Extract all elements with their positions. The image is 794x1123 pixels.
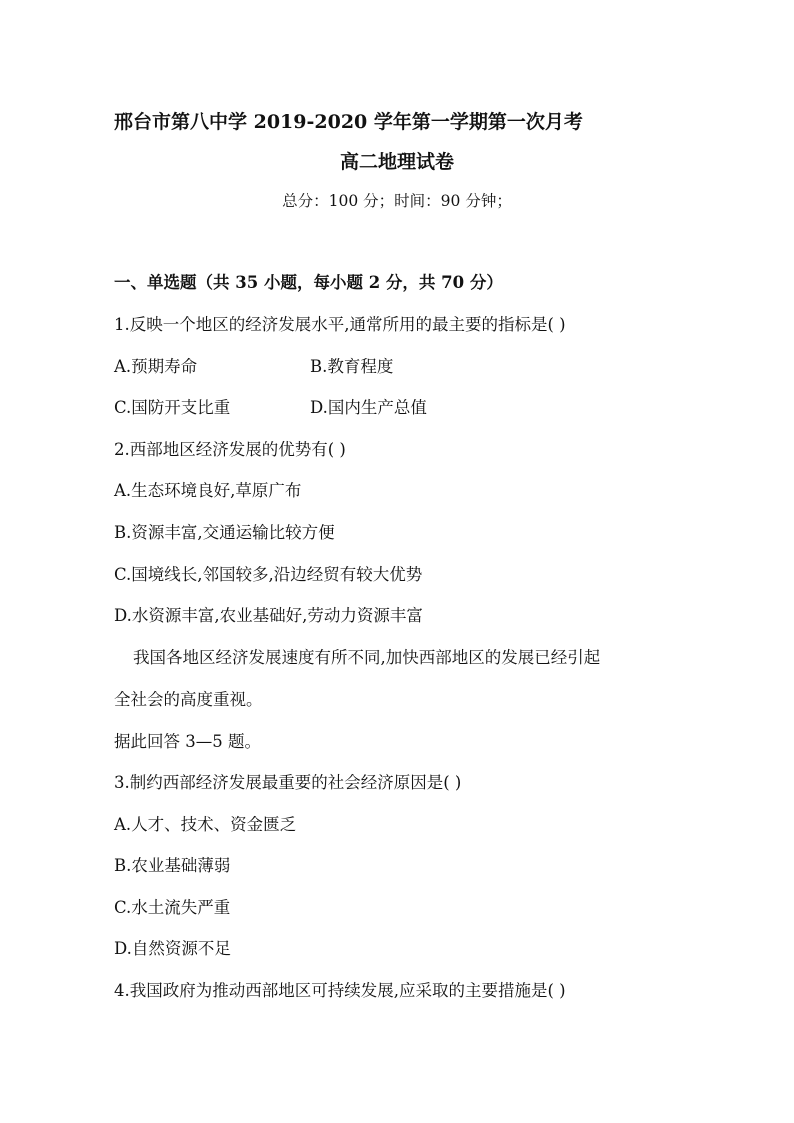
q2-option-a: A.生态环境良好,草原广布 [114,481,302,500]
q2-option-c: C.国境线长,邻国较多,沿边经贸有较大优势 [114,565,423,584]
q3-option-d: D.自然资源不足 [114,939,231,958]
exam-meta: 总分：100 分；时间：90 分钟； [282,192,512,210]
q1-stem: 1.反映一个地区的经济发展水平,通常所用的最主要的指标是( ) [114,315,566,334]
q1-options-row2 [114,397,427,419]
q1-option-d: D.国内生产总值 [310,398,427,417]
exam-subtitle: 高二地理试卷 [339,151,454,173]
material-line-1: 我国各地区经济发展速度有所不同,加快西部地区的发展已经引起 [133,648,601,667]
q2-stem: 2.西部地区经济发展的优势有( ) [114,440,346,459]
q2-option-d: D.水资源丰富,农业基础好,劳动力资源丰富 [114,606,423,625]
material-line-2: 全社会的高度重视。 [114,690,263,709]
section-heading: 一、单选题（共 35 小题，每小题 2 分，共 70 分） [114,273,503,292]
q3-option-b: B.农业基础薄弱 [114,856,231,875]
q2-option-b: B.资源丰富,交通运输比较方便 [114,523,335,542]
exam-title: 邢台市第八中学 2019-2020 学年第一学期第一次月考 [114,111,583,133]
q1-option-b: B.教育程度 [310,357,394,376]
material-line-3: 据此回答 3—5 题。 [114,732,261,751]
q1-options-row1 [114,356,394,378]
q3-option-a: A.人才、技术、资金匮乏 [114,815,297,834]
q1-option-a: A.预期寿命 [114,357,198,376]
q1-option-c: C.国防开支比重 [114,398,231,417]
q3-stem: 3.制约西部经济发展最重要的社会经济原因是( ) [114,773,462,792]
q3-option-c: C.水土流失严重 [114,898,231,917]
q4-stem: 4.我国政府为推动西部地区可持续发展,应采取的主要措施是( ) [114,981,566,1000]
